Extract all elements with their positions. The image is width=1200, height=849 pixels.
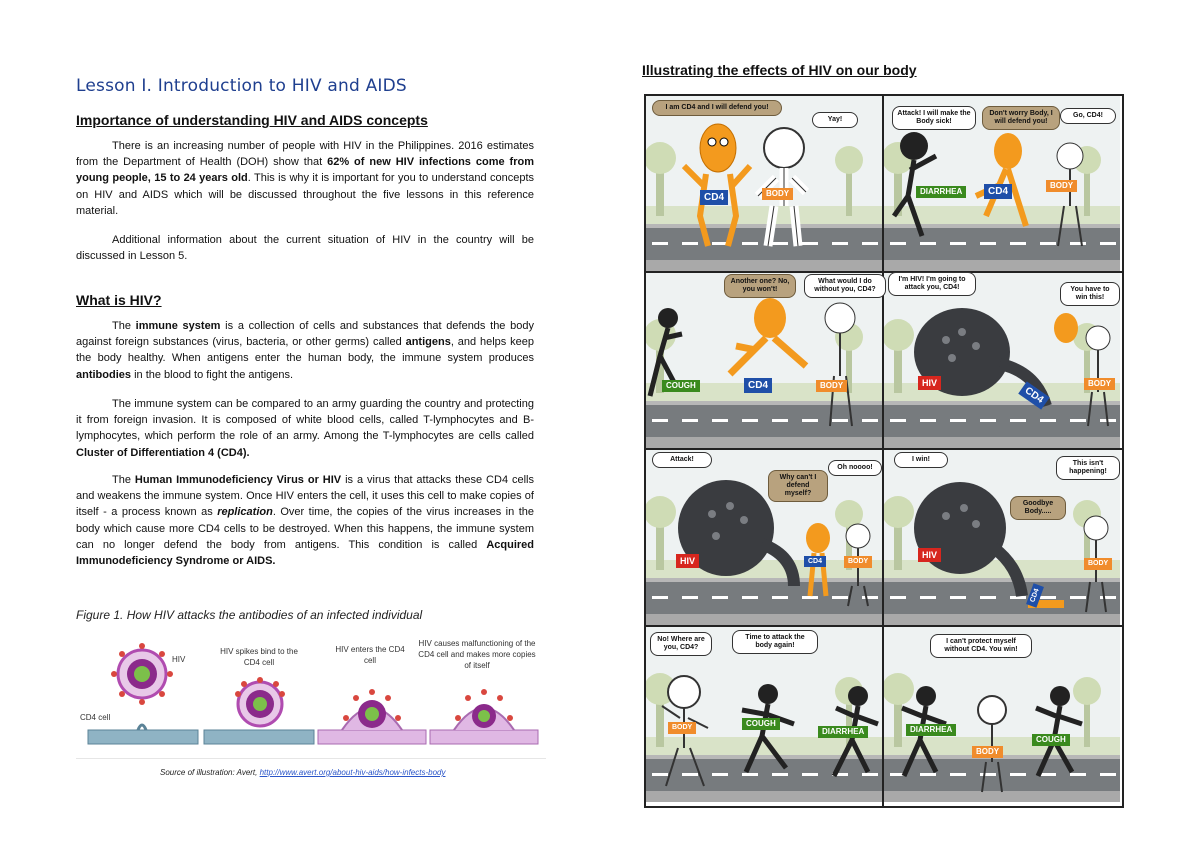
text: in the blood to fight the antigens. <box>131 368 294 381</box>
tag-cough: COUGH <box>742 718 780 730</box>
speech-bubble: What would I do without you, CD4? <box>804 274 886 298</box>
lesson-title: Lesson I. Introduction to HIV and AIDS <box>76 76 407 96</box>
figure-caption: Figure 1. How HIV attacks the antibodies of an infected individual <box>76 608 423 622</box>
tag-hiv: HIV <box>676 554 699 568</box>
bold-text: Human Immunodeficiency Virus or HIV <box>134 474 342 486</box>
text: . This is why it is important for you to understand concepts on HIV and AIDS which will be discussed throughout the five lessons in this reference material. <box>76 172 535 217</box>
bold-italic-text: replication <box>217 506 273 519</box>
figure-hiv-attack <box>80 632 540 752</box>
text: is a collection of cells and substances that defends the body against foreign substances (virus, bacteria, or other germs) called <box>76 320 534 349</box>
tag-body: BODY <box>972 746 1003 758</box>
section-heading-importance: Importance of understanding HIV and AIDS concepts <box>76 112 428 128</box>
text: The <box>112 320 136 332</box>
bold-text: antibodies <box>76 368 132 381</box>
speech-bubble: Go, CD4! <box>1060 108 1116 124</box>
speech-bubble: Time to attack the body again! <box>732 630 818 654</box>
figure-source <box>160 768 445 777</box>
text: Additional information about the current situation of HIV in the country will be discussed in Lesson 5. <box>76 234 534 263</box>
tag-cd4: CD4 <box>984 184 1012 199</box>
tag-diarrhea: DIARRHEA <box>818 726 868 738</box>
tag-cough: COUGH <box>662 380 700 392</box>
figure-label-step2: HIV spikes bind to the CD4 cell <box>220 647 298 667</box>
speech-bubble: Why can't I defend myself? <box>768 470 828 502</box>
text: is a virus that attacks these CD4 cells and weakens the immune system. Once HIV enters the cell, it uses this cell to make copies of itself - a process known as <box>76 474 535 519</box>
tag-hiv: HIV <box>918 548 941 562</box>
figure-label-hiv: HIV <box>172 655 186 664</box>
speech-bubble: Goodbye Body..... <box>1010 496 1066 520</box>
tag-body: BODY <box>816 380 847 392</box>
speech-bubble: No! Where are you, CD4? <box>650 632 712 656</box>
divider <box>76 758 546 759</box>
bold-text: antigens <box>405 336 451 349</box>
paragraph-immune-system <box>76 318 534 383</box>
tag-hiv: HIV <box>918 376 941 390</box>
tag-diarrhea: DIARRHEA <box>916 186 966 198</box>
speech-bubble: I win! <box>894 452 948 468</box>
bold-text: Cluster of Differentiation 4 (CD4). <box>76 446 250 459</box>
speech-bubble: Oh noooo! <box>828 460 882 476</box>
paragraph-importance <box>76 138 534 219</box>
speech-bubble: Another one? No, you won't! <box>724 274 796 298</box>
speech-bubble: You have to win this! <box>1060 282 1120 306</box>
tag-body: BODY <box>1084 378 1115 390</box>
bold-text: Acquired Immunodeficiency Syndrome or AIDS. <box>76 538 534 568</box>
tag-cd4: CD4 <box>700 190 728 205</box>
figure-label-cd4-cell: CD4 cell <box>80 713 111 722</box>
text: , and helps keep the body healthy. When antigens enter the human body, the immune system produces <box>76 336 534 365</box>
hiv-virus-free <box>111 643 173 705</box>
figure-label-step4: HIV causes malfunctioning of the CD4 cell and makes more copies of itself <box>418 639 536 670</box>
source-prefix: Source of illustration: Avert, <box>160 768 260 777</box>
text: The immune system can be compared to an army guarding the country and protecting it from foreign invasion. It is composed of white blood cells, called T-lymphocytes and B-lymphocytes, which perform the role of an army. Among the T-lymphocytes are cells called <box>76 398 534 443</box>
tag-body: BODY <box>1046 180 1077 192</box>
tag-cd4: CD4 <box>744 378 772 393</box>
speech-bubble: I am CD4 and I will defend you! <box>652 100 782 116</box>
tag-body: BODY <box>762 188 793 200</box>
bold-text: 62% of new HIV infections come from young people, 15 to 24 years old <box>76 156 534 185</box>
tag-cough: COUGH <box>1032 734 1070 746</box>
text: There is an increasing number of people with HIV in the Philippines. 2016 estimates from the Department of Health (DOH) show that <box>76 140 534 169</box>
speech-bubble: Don't worry Body, I will defend you! <box>982 106 1060 130</box>
text: The <box>112 474 135 486</box>
tag-cd4: CD4 <box>1018 381 1050 409</box>
speech-bubble: I can't protect myself without CD4. You win! <box>930 634 1032 658</box>
speech-bubble: Attack! I will make the Body sick! <box>892 106 976 130</box>
speech-bubble: Yay! <box>812 112 858 128</box>
paragraph-army <box>76 396 534 461</box>
figure-label-step3: HIV enters the CD4 cell <box>335 645 405 665</box>
tag-body: BODY <box>668 722 696 734</box>
bold-text: immune system <box>135 320 221 332</box>
paragraph-hiv <box>76 472 534 569</box>
tag-diarrhea: DIARRHEA <box>906 724 956 736</box>
comic-title: Illustrating the effects of HIV on our body <box>642 62 917 78</box>
source-link[interactable]: http://www.avert.org/about-hiv-aids/how-infects-body <box>259 768 446 777</box>
section-heading-what-is-hiv: What is HIV? <box>76 292 162 308</box>
tag-body: BODY <box>1084 558 1112 570</box>
tag-cd4: CD4 <box>1026 583 1044 607</box>
speech-bubble: This isn't happening! <box>1056 456 1120 480</box>
paragraph-additional-info <box>76 232 534 264</box>
text: . Over time, the copies of the virus increases in the body which cause more CD4 cells to be destroyed. When this happens, the immune system can no longer defend the body from antigens. This condition is called <box>76 506 534 551</box>
speech-bubble: I'm HIV! I'm going to attack you, CD4! <box>888 272 976 296</box>
tag-body: BODY <box>844 556 872 568</box>
speech-bubble: Attack! <box>652 452 712 468</box>
tag-cd4: CD4 <box>804 556 826 567</box>
